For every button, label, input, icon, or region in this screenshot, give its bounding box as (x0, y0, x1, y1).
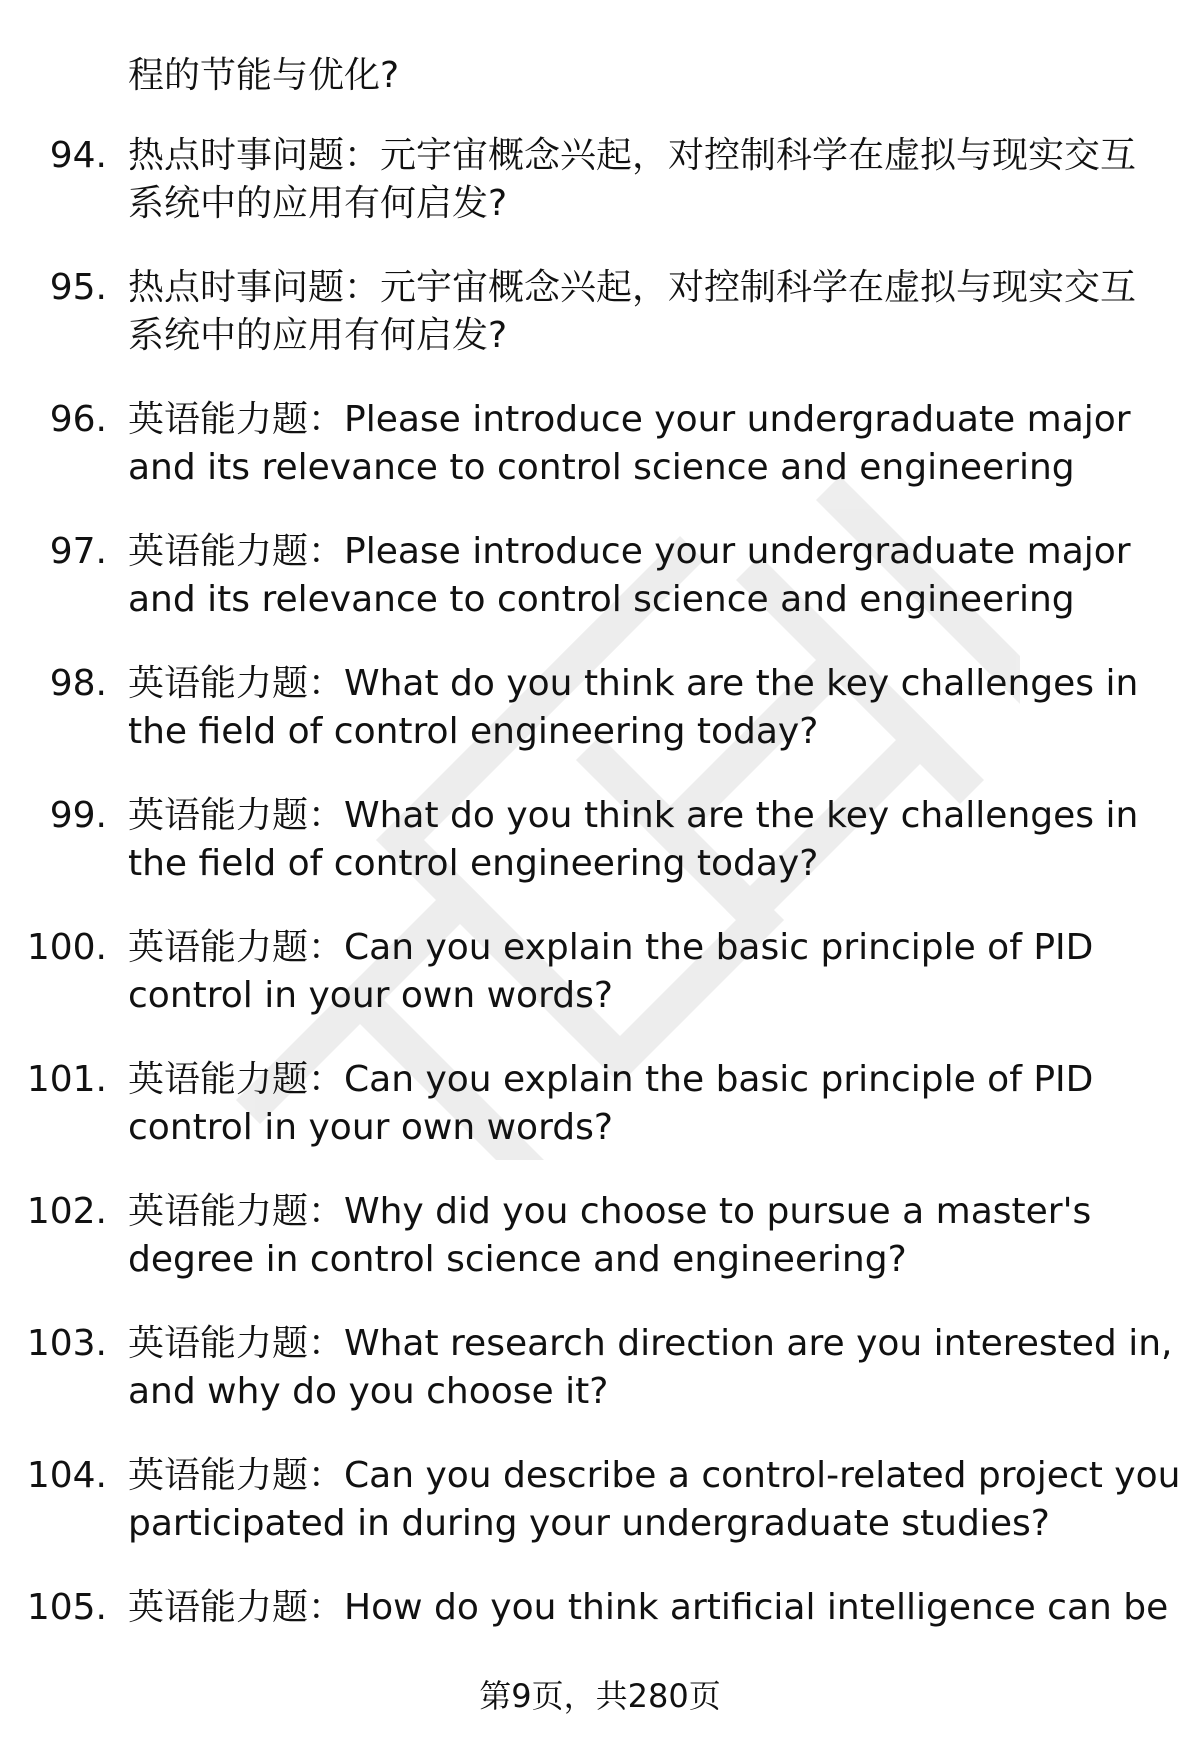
list-item (0, 660, 1200, 756)
question-number: 94. (49, 135, 107, 176)
list-item (0, 1584, 1200, 1632)
question-text-line-1: 英语能力题：Can you explain the basic principle of PID (128, 927, 1094, 968)
question-number: 98. (49, 663, 107, 704)
question-text-line-1: 热点时事问题：元宇宙概念兴起，对控制科学在虚拟与现实交互 (128, 267, 1137, 308)
question-text-line-1: 热点时事问题：元宇宙概念兴起，对控制科学在虚拟与现实交互 (128, 135, 1137, 176)
question-text-line-2: participated in during your undergraduate studies? (128, 1503, 1050, 1544)
question-text-line-2: and why do you choose it? (128, 1371, 609, 1412)
question-text-line-1: 英语能力题：Can you explain the basic principle of PID (128, 1059, 1094, 1100)
list-item (0, 264, 1200, 360)
list-item (0, 1320, 1200, 1416)
question-text-line-2: the field of control engineering today? (128, 711, 819, 752)
question-number: 101. (26, 1059, 107, 1100)
question-number: 104. (26, 1455, 107, 1496)
question-text-line-1: 英语能力题：How do you think artificial intelligence can be (128, 1587, 1169, 1628)
question-text-line-2: and its relevance to control science and engineering (128, 447, 1075, 488)
question-text-line-1: 英语能力题：Why did you choose to pursue a master's (128, 1191, 1092, 1232)
question-text-line-1: 英语能力题：What research direction are you interested in, (128, 1323, 1173, 1364)
list-item (0, 1056, 1200, 1152)
question-text-line-1: 英语能力题：Can you describe a control-related project you (128, 1455, 1181, 1496)
list-item (0, 132, 1200, 228)
question-text-line-2: and its relevance to control science and engineering (128, 579, 1075, 620)
question-number: 99. (49, 795, 107, 836)
question-text-line-2: 系统中的应用有何启发? (128, 315, 508, 356)
list-item (0, 924, 1200, 1020)
page-number-footer: 第9页，共280页 (479, 1677, 721, 1715)
question-number: 103. (26, 1323, 107, 1364)
question-text-line-1: 英语能力题：What do you think are the key challenges in (128, 663, 1139, 704)
question-text-line-2: 系统中的应用有何启发? (128, 183, 508, 224)
question-number: 95. (49, 267, 107, 308)
list-item (0, 528, 1200, 624)
question-text-line-1: 英语能力题：What do you think are the key challenges in (128, 795, 1139, 836)
question-text-line-2: control in your own words? (128, 1107, 613, 1148)
list-item (0, 1188, 1200, 1284)
list-item (0, 396, 1200, 492)
question-number: 97. (49, 531, 107, 572)
continuation-text: 程的节能与优化? (128, 55, 400, 96)
question-number: 102. (26, 1191, 107, 1232)
question-text-line-2: the field of control engineering today? (128, 843, 819, 884)
question-text-line-1: 英语能力题：Please introduce your undergraduate major (128, 531, 1131, 572)
question-text-line-1: 英语能力题：Please introduce your undergraduate major (128, 399, 1131, 440)
question-text-line-2: degree in control science and engineering? (128, 1239, 907, 1280)
question-number: 100. (26, 927, 107, 968)
question-text-line-2: control in your own words? (128, 975, 613, 1016)
list-item (0, 792, 1200, 888)
question-number: 96. (49, 399, 107, 440)
list-item (0, 1452, 1200, 1548)
question-number: 105. (26, 1587, 107, 1628)
